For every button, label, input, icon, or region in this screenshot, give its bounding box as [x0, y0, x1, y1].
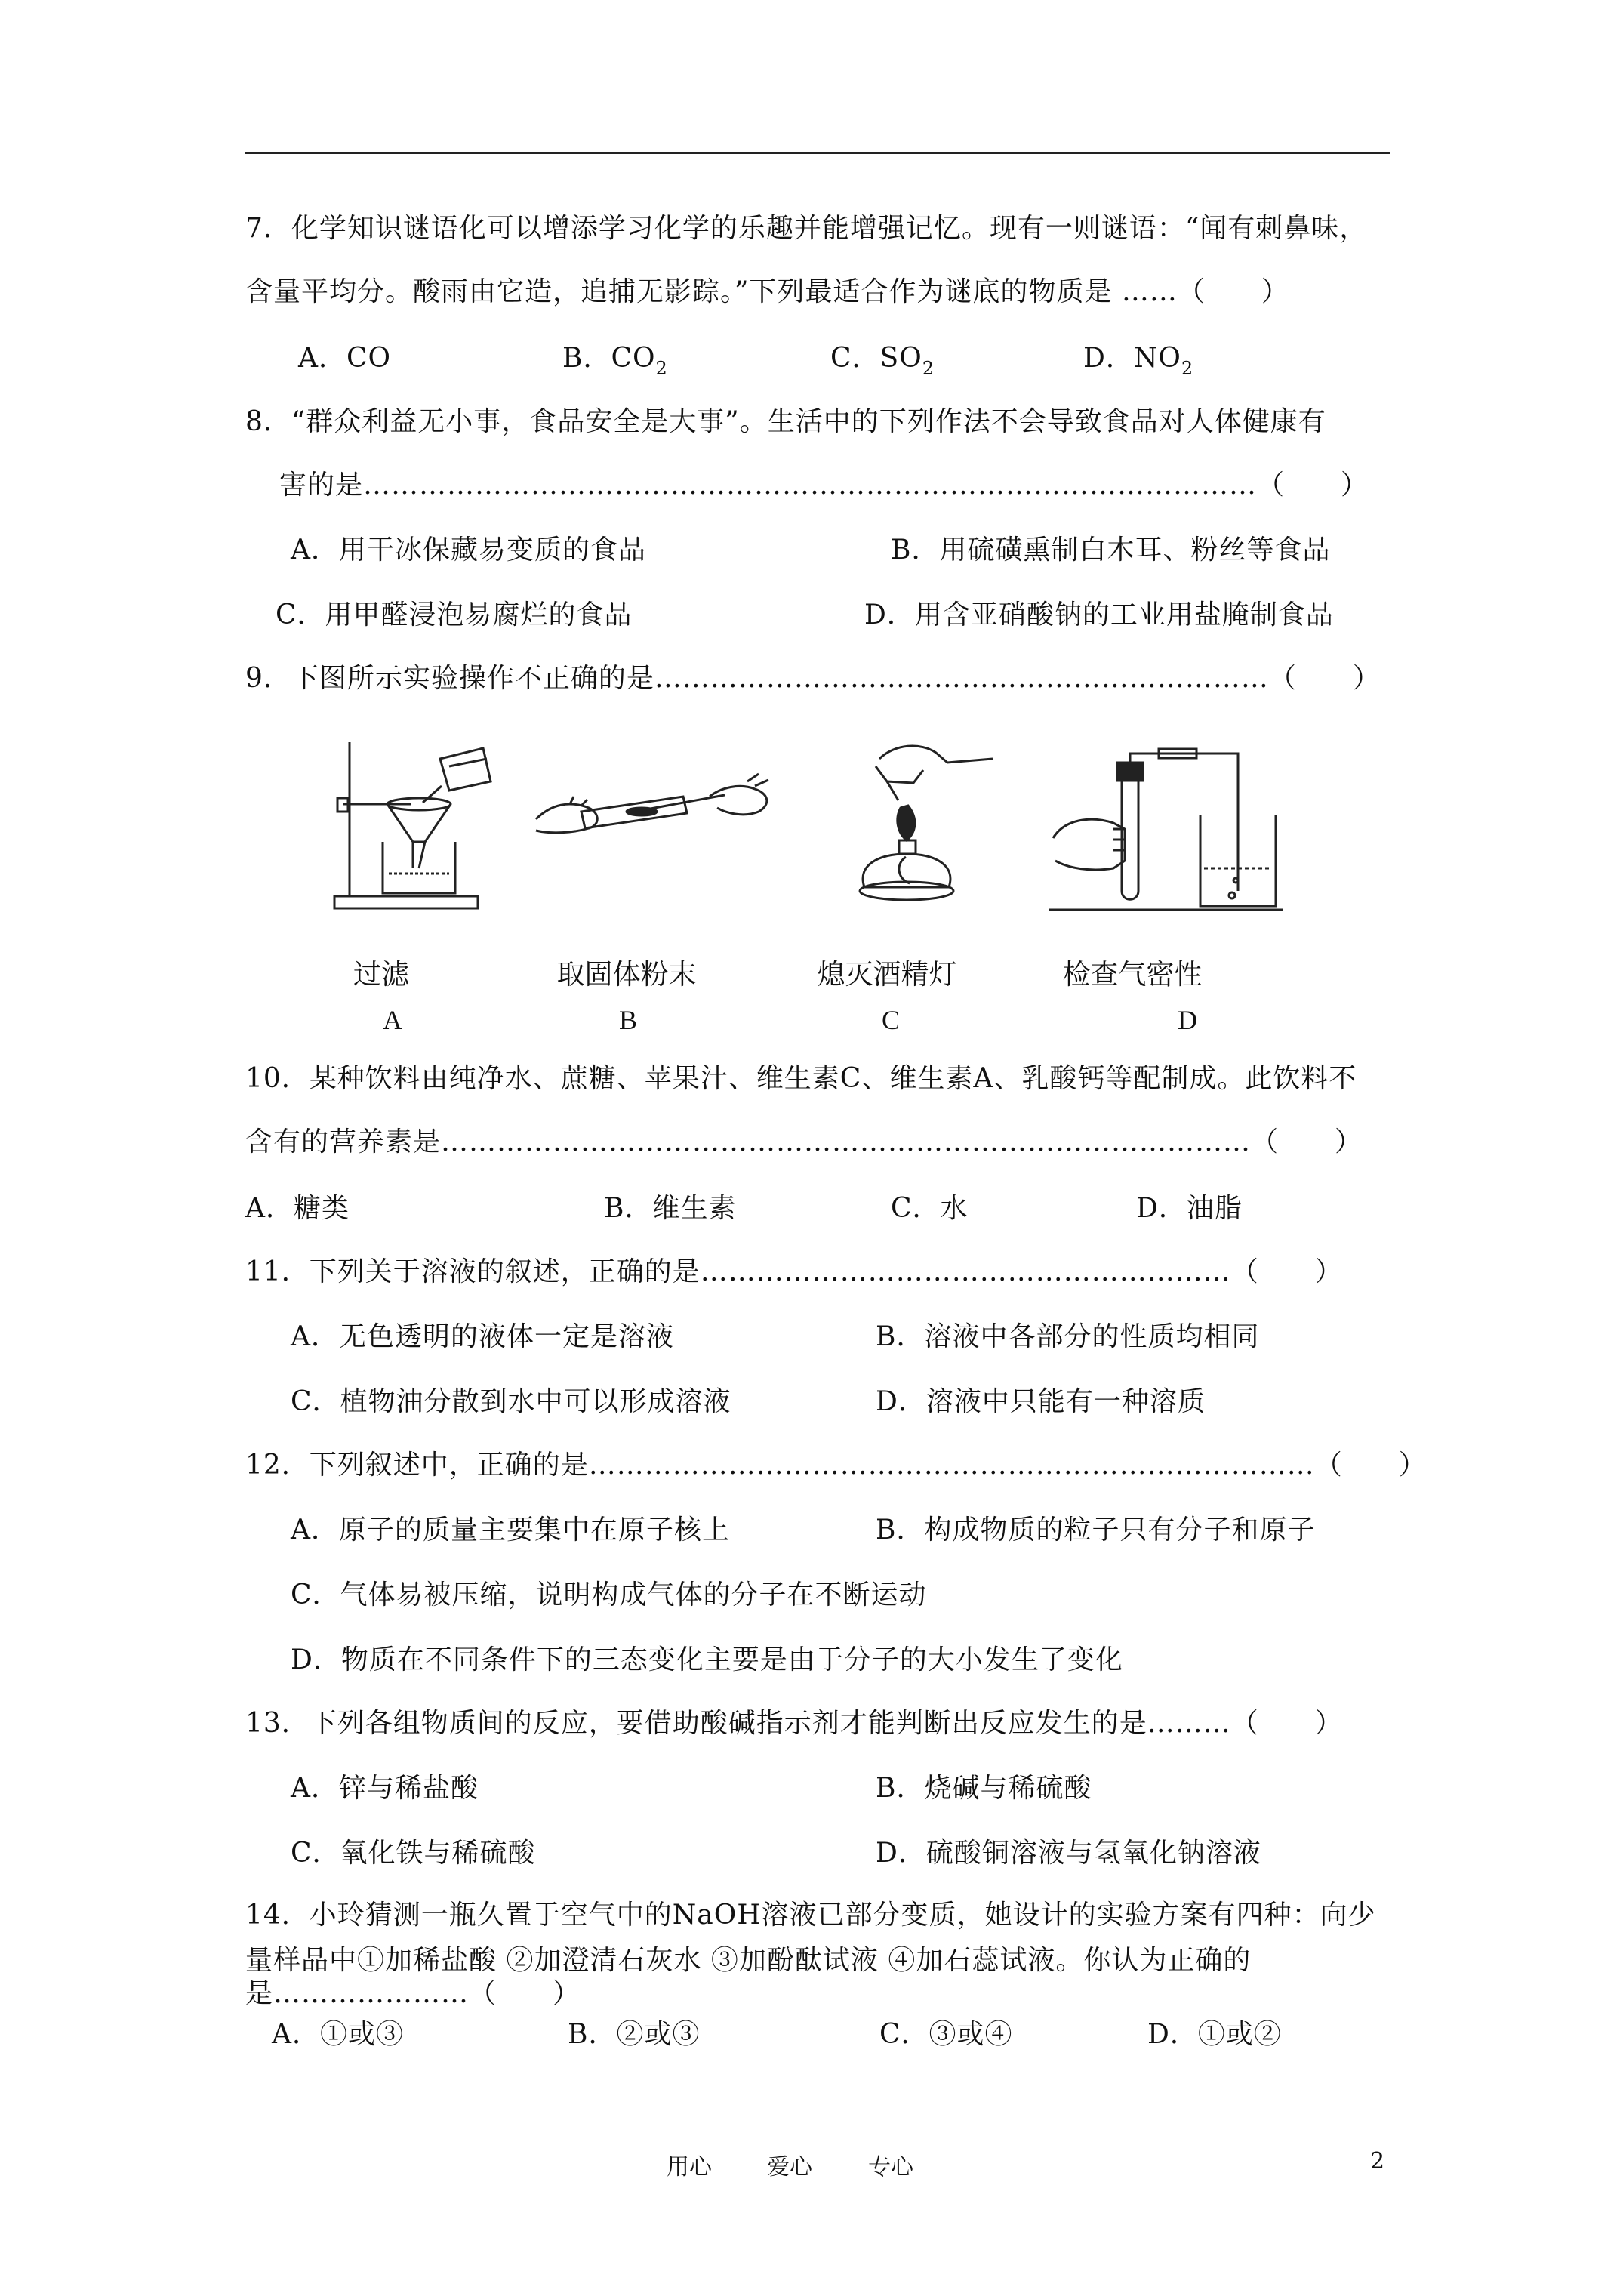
q13-line1: 13．下列各组物质间的反应，要借助酸碱指示剂才能判断出反应发生的是………（ ）	[245, 1708, 1343, 1739]
q12-option-c[interactable]: C．气体易被压缩，说明构成气体的分子在不断运动	[291, 1579, 927, 1610]
q10-option-a[interactable]: A．糖类	[245, 1193, 350, 1224]
page-number: 2	[1370, 2148, 1385, 2174]
q14-line2: 量样品中①加稀盐酸 ②加澄清石灰水 ③加酚酞试液 ④加石蕊试液。你认为正确的	[245, 1945, 1252, 1976]
q12-line1: 12．下列叙述中，正确的是……………………………………………………………………（ ）	[245, 1450, 1427, 1481]
alcohol-lamp-figure	[834, 736, 1000, 917]
footer-item-2: 爱心	[767, 2154, 812, 2180]
q11-option-c[interactable]: C．植物油分散到水中可以形成溶液	[291, 1386, 731, 1417]
figure-d-letter[interactable]: D	[1178, 1005, 1197, 1035]
figure-b-label: 取固体粉末	[556, 958, 697, 991]
q8-option-c[interactable]: C．用甲醛浸泡易腐烂的食品	[276, 599, 633, 630]
q12-option-d[interactable]: D．物质在不同条件下的三态变化主要是由于分子的大小发生了变化	[291, 1644, 1123, 1675]
q14-line3: 是…………………（ ）	[245, 1978, 581, 2009]
q12-option-a[interactable]: A．原子的质量主要集中在原子核上	[291, 1515, 730, 1546]
figure-a-label: 过滤	[353, 958, 409, 991]
q14-option-d[interactable]: D．①或②	[1147, 2019, 1282, 2050]
q9-line1: 9．下图所示实验操作不正确的是…………………………………………………………（ ）	[245, 663, 1381, 694]
airtightness-check-figure	[1049, 747, 1283, 914]
q14-option-b[interactable]: B．②或③	[568, 2019, 701, 2050]
q10-option-b[interactable]: B．维生素	[604, 1193, 737, 1224]
q8-line2: 害的是……………………………………………………………………………………（ ）	[279, 470, 1369, 501]
q8-option-d[interactable]: D．用含亚硝酸钠的工业用盐腌制食品	[864, 599, 1334, 630]
q7-option-a[interactable]: A．CO	[298, 343, 392, 374]
footer-item-3: 专心	[868, 2154, 913, 2180]
footer-item-1: 用心	[667, 2154, 712, 2180]
q10-line2: 含有的营养素是……………………………………………………………………………（ ）	[245, 1126, 1363, 1157]
q7-line2: 含量平均分。酸雨由它造，追捕无影踪。”下列最适合作为谜底的物质是 ……（ ）	[245, 276, 1289, 307]
powder-sampling-figure	[528, 766, 778, 864]
header-rule	[245, 152, 1390, 154]
figure-c-letter[interactable]: C	[881, 1005, 900, 1035]
q11-line1: 11．下列关于溶液的叙述，正确的是…………………………………………………（ ）	[245, 1256, 1343, 1287]
q14-option-c[interactable]: C．③或④	[879, 2019, 1013, 2050]
q10-line1: 10．某种饮料由纯净水、蔗糖、苹果汁、维生素C、维生素A、乳酸钙等配制成。此饮料不	[245, 1063, 1357, 1094]
q10-option-d[interactable]: D．油脂	[1136, 1193, 1243, 1224]
q11-option-b[interactable]: B．溶液中各部分的性质均相同	[876, 1321, 1260, 1352]
q13-option-b[interactable]: B．烧碱与稀硫酸	[876, 1773, 1092, 1804]
q8-option-a[interactable]: A．用干冰保藏易变质的食品	[291, 535, 646, 566]
q11-option-a[interactable]: A．无色透明的液体一定是溶液	[291, 1321, 674, 1352]
q7-option-c[interactable]: C．$SO_2$	[830, 343, 935, 379]
q7-line1: 7．化学知识谜语化可以增添学习化学的乐趣并能增强记忆。现有一则谜语：“闻有刺鼻味，	[245, 213, 1368, 244]
q12-option-b[interactable]: B．构成物质的粒子只有分子和原子	[876, 1515, 1316, 1546]
q13-option-a[interactable]: A．锌与稀盐酸	[291, 1773, 479, 1804]
figure-d-label: 检查气密性	[1062, 958, 1203, 991]
figure-a-letter[interactable]: A	[383, 1005, 402, 1035]
q7-option-d[interactable]: D．$NO_2$	[1083, 343, 1194, 379]
q13-option-c[interactable]: C．氧化铁与稀硫酸	[291, 1838, 536, 1869]
figure-c-label: 熄灭酒精灯	[817, 958, 957, 991]
q13-option-d[interactable]: D．硫酸铜溶液与氢氧化钠溶液	[876, 1838, 1261, 1869]
q14-option-a[interactable]: A．①或③	[272, 2019, 404, 2050]
q8-option-b[interactable]: B．用硫磺熏制白木耳、粉丝等食品	[891, 535, 1331, 566]
q11-option-d[interactable]: D．溶液中只能有一种溶质	[876, 1386, 1206, 1417]
figure-b-letter[interactable]: B	[618, 1005, 637, 1035]
q8-line1: 8．“群众利益无小事，食品安全是大事”。生活中的下列作法不会导致食品对人体健康有	[245, 406, 1326, 437]
q7-option-b[interactable]: B．$CO_2$	[562, 343, 668, 379]
q10-option-c[interactable]: C．水	[891, 1193, 969, 1224]
q14-line1: 14．小玲猜测一瓶久置于空气中的NaOH溶液已部分变质，她设计的实验方案有四种：向少	[245, 1900, 1376, 1931]
filtration-apparatus-figure	[328, 729, 510, 914]
